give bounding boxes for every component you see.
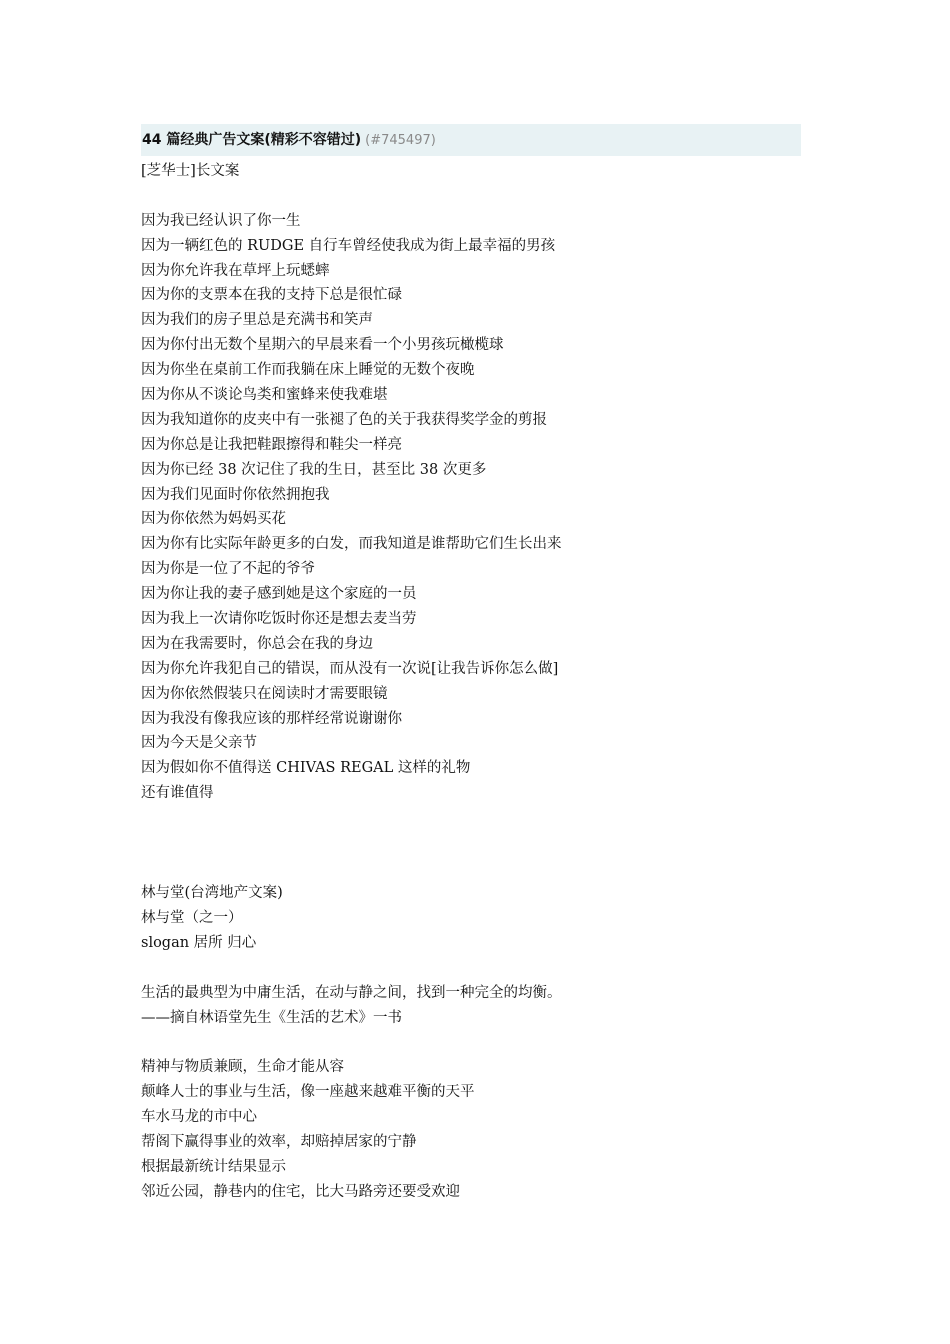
- copy-line: 因为我们的房子里总是充满书和笑声: [141, 312, 373, 329]
- copy-line: 因为你允许我犯自己的错误，而从没有一次说[让我告诉你怎么做]: [141, 660, 559, 677]
- copy-line: 因为你是一位了不起的爷爷: [141, 561, 315, 578]
- copy-line: 因为你总是让我把鞋跟擦得和鞋尖一样亮: [141, 436, 402, 453]
- copy-line: 因为你依然为妈妈买花: [141, 511, 286, 528]
- document-page: [141, 124, 801, 1205]
- copy-line: 因为今天是父亲节: [141, 735, 257, 752]
- copy-line: 帮阁下赢得事业的效率，却赔掉居家的宁静: [141, 1134, 417, 1151]
- quote-attribution: ——摘自林语堂先生《生活的艺术》一书: [141, 1009, 402, 1026]
- copy-line: 因为在我需要时，你总会在我的身边: [141, 635, 373, 652]
- blank-line: [141, 956, 801, 981]
- quote-line: 生活的最典型为中庸生活，在动与静之间，找到一种完全的均衡。: [141, 984, 562, 1001]
- copy-line: 因为我上一次请你吃饭时你还是想去麦当劳: [141, 611, 417, 628]
- blank-line: [141, 184, 801, 209]
- copy-line: 因为你有比实际年龄更多的白发，而我知道是谁帮助它们生长出来: [141, 536, 562, 553]
- section-gap: [141, 806, 801, 881]
- copy-line: 因为一辆红色的 RUDGE 自行车曾经使我成为街上最幸福的男孩: [141, 237, 556, 254]
- section-subheading: 林与堂（之一）: [141, 910, 243, 927]
- section-heading: [芝华士]长文案: [141, 163, 240, 179]
- copy-line: 邻近公园，静巷内的住宅，比大马路旁还要受欢迎: [141, 1183, 460, 1200]
- article-title-bar: [141, 124, 801, 156]
- copy-line: 因为你付出无数个星期六的早晨来看一个小男孩玩橄榄球: [141, 337, 504, 354]
- copy-line: 因为你的支票本在我的支持下总是很忙碌: [141, 287, 402, 304]
- copy-line: 根据最新统计结果显示: [141, 1158, 286, 1175]
- article-id: (#745497): [365, 133, 436, 148]
- copy-line: 因为假如你不值得送 CHIVAS REGAL 这样的礼物: [141, 760, 471, 777]
- copy-line: 因为我知道你的皮夹中有一张褪了色的关于我获得奖学金的剪报: [141, 411, 547, 428]
- article-title: 44 篇经典广告文案(精彩不容错过): [142, 132, 362, 148]
- copy-line: 因为我已经认识了你一生: [141, 212, 301, 229]
- chivas-copy: [141, 209, 801, 806]
- copy-line: 因为你让我的妻子感到她是这个家庭的一员: [141, 586, 417, 603]
- copy-line: 因为我没有像我应该的那样经常说谢谢你: [141, 710, 402, 727]
- copy-line: 因为你从不谈论鸟类和蜜蜂来使我难堪: [141, 387, 388, 404]
- copy-line: 颠峰人士的事业与生活，像一座越来越难平衡的天平: [141, 1084, 475, 1101]
- blank-line: [141, 1031, 801, 1056]
- copy-line: 因为你允许我在草坪上玩蟋蟀: [141, 262, 330, 279]
- copy-line: 因为你依然假装只在阅读时才需要眼镜: [141, 685, 388, 702]
- copy-line: 精神与物质兼顾，生命才能从容: [141, 1059, 344, 1076]
- copy-line: 因为我们见面时你依然拥抱我: [141, 486, 330, 503]
- linyutang-copy: [141, 881, 801, 1205]
- copy-line: 还有谁值得: [141, 785, 214, 802]
- copy-line: 因为你坐在桌前工作而我躺在床上睡觉的无数个夜晚: [141, 362, 475, 379]
- copy-line: 因为你已经 38 次记住了我的生日，甚至比 38 次更多: [141, 461, 487, 478]
- section-heading: 林与堂(台湾地产文案): [141, 885, 283, 902]
- article-body: [141, 159, 801, 1205]
- slogan: slogan 居所 归心: [141, 934, 257, 951]
- copy-line: 车水马龙的市中心: [141, 1109, 257, 1126]
